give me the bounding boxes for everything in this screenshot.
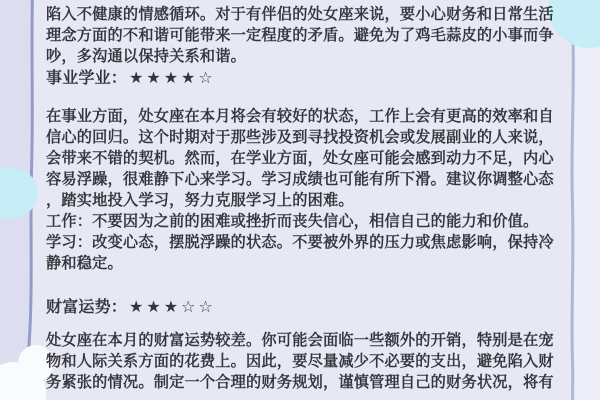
study-tip: 学习：改变心态，摆脱浮躁的状态。不要被外界的压力或焦虑影响，保持冷静和稳定。 [46, 233, 554, 272]
wealth-paragraph: 处女座在本月的财富运势较差。你可能会面临一些额外的开销，特别是在宠物和人际关系方面的花费上。因此，要尽量减少不必要的支出，避免陷入财务紧张的情况。制定一个合理的财务规划，谨慎管理自己的财务状况，将有 [46, 331, 554, 391]
page-right-margin [574, 0, 600, 400]
wealth-rating [46, 296, 554, 317]
horoscope-article[interactable] [46, 4, 554, 393]
career-study-rating-stars: ★★★★☆ [129, 68, 216, 87]
wealth-rating-stars: ★★★☆☆ [129, 297, 216, 316]
career-study-paragraph: 在事业方面，处女座在本月将会有较好的状态，工作上会有更高的效率和自信心的回归。这个时期对于那些涉及到寻找投资机会或发展副业的人来说，会带来不错的契机。然而，在学业方面，处女座可能会感到动力不足，内心容易浮躁，很难静下心来学习。学习成绩也可能有所下滑。建议你调整心态，踏实地投入学习，努力克服学习上的困难。 [46, 107, 554, 209]
intro-paragraph: 陷入不健康的情感循环。对于有伴侣的处女座来说，要小心财务和日常生活理念方面的不和谐可能带来一定程度的矛盾。避免为了鸡毛蒜皮的小事而争吵，多沟通以保持关系和谐。 [46, 5, 554, 65]
wealth-rating-label: 财富运势： [46, 297, 128, 316]
work-tip: 工作：不要因为之前的困难或挫折而丧失信心，相信自己的能力和价值。 [46, 212, 539, 230]
career-study-rating [46, 67, 554, 88]
career-study-rating-label: 事业学业： [46, 68, 128, 87]
